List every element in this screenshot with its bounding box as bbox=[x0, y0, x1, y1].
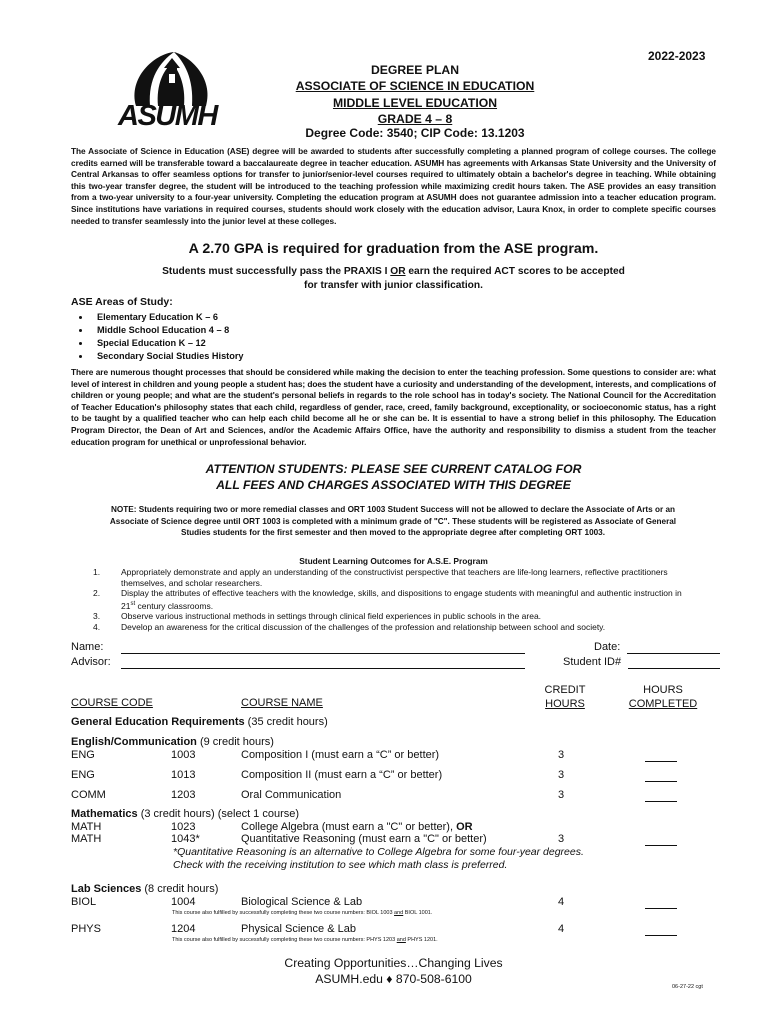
col-course-name: COURSE NAME bbox=[241, 697, 323, 709]
name-label: Name: bbox=[71, 641, 104, 653]
name-field[interactable] bbox=[121, 653, 525, 654]
lab-heading: Lab Sciences (8 credit hours) bbox=[71, 883, 219, 895]
list-item: 1. Appropriately demonstrate and apply an understanding of the constructivist perspective that teachers are life-long learners, reflective practitioners themselves, and scholar researchers. bbox=[93, 567, 668, 588]
table-row: COMM 1203 Oral Communication 3 bbox=[71, 789, 721, 803]
student-id-field[interactable] bbox=[628, 668, 720, 669]
degree-code: Degree Code: 3540; CIP Code: 13.1203 bbox=[305, 126, 525, 140]
list-item: • Middle School Education 4 – 8 bbox=[91, 324, 244, 337]
english-heading: English/Communication (9 credit hours) bbox=[71, 736, 274, 748]
col-credit-hours: CREDIT HOURS bbox=[544, 684, 586, 710]
remedial-note: NOTE: Students requiring two or more remedial classes and ORT 1003 Student Success will not be allowed to declare the Associate of Arts or an Associate of Science degree until ORT 1003 is completed with a minimum grade of "C". These students will be registered as Associate of General Studies students for the first semester and then moved to the appropriate degree after completing ORT 1003. bbox=[109, 505, 677, 538]
table-row: ENG 1003 Composition I (must earn a “C” or better) 3 bbox=[71, 749, 721, 763]
list-item: • Special Education K – 12 bbox=[91, 337, 244, 350]
table-row: BIOL 1004 Biological Science & Lab 4 This course also fulfilled by successfully completing these two course numbers: BIOL 1003 and BIOL 1001. bbox=[71, 896, 721, 920]
list-item: • Elementary Education K – 6 bbox=[91, 311, 244, 324]
col-course-code: COURSE CODE bbox=[71, 697, 153, 709]
areas-heading: ASE Areas of Study: bbox=[71, 296, 173, 308]
areas-list bbox=[71, 311, 244, 363]
table-row: MATH 1043* Quantitative Reasoning (must earn a "C" or better) 3 bbox=[71, 833, 721, 847]
footer-tagline: Creating Opportunities…Changing Lives bbox=[284, 956, 503, 970]
list-item: 2. Display the attributes of effective teachers with the knowledge, skills, and dispositions to engage students with meaningful and authentic instruction in 21st century classrooms. bbox=[93, 588, 682, 611]
gen-ed-heading: General Education Requirements (35 credit hours) bbox=[71, 716, 328, 728]
list-item: 3. Observe various instructional methods in settings through clinical field experiences in public schools in the area. bbox=[93, 611, 542, 622]
student-id-label: Student ID# bbox=[563, 656, 622, 668]
date-label: Date: bbox=[594, 641, 621, 653]
philosophy-paragraph: There are numerous thought processes that should be considered while making the decision to enter the teaching profession. Some questions to consider are: what level of interest in children and young people a student has; does the student have a curiosity and understanding of the development, interests, and complications of children or young people; and what are the student's personal beliefs in regards to the role school has in today's society. The National Council for the Accreditation of Teacher Education's philosophy states that each child, regardless of gender, race, creed, family background, exceptionality, or socioeconomic status, has a right to be taught by a qualified teacher who can help each child become all he or she can be. It is essential to have a strong belief in this philosophy. The Education Program Director, the Dean of Art and Sciences, and/or the Academic Affairs Office, have the authority and responsibility to dismiss a student from the teacher education program for unethical or unprofessional behavior. bbox=[71, 367, 716, 447]
table-row: PHYS 1204 Physical Science & Lab 4 This course also fulfilled by successfully completing these two course numbers: PHYS 1203 and PHYS 1201. bbox=[71, 923, 721, 947]
list-item: • Secondary Social Studies History bbox=[91, 350, 244, 363]
hours-completed-blank[interactable] bbox=[645, 935, 677, 936]
table-row: MATH 1023 College Algebra (must earn a "C" or better), OR bbox=[71, 821, 473, 833]
equivalency-note: This course also fulfilled by successfully completing these two course numbers: PHYS 1203 and PHYS 1201. bbox=[172, 937, 438, 943]
gpa-requirement: A 2.70 GPA is required for graduation from the ASE program. bbox=[188, 241, 599, 257]
attention-notice: ATTENTION STUDENTS: PLEASE SEE CURRENT CATALOG FOR ALL FEES AND CHARGES ASSOCIATED WITH THIS DEGREE bbox=[205, 462, 582, 492]
outcomes-heading: Student Learning Outcomes for A.S.E. Program bbox=[299, 556, 488, 566]
asumh-logo bbox=[114, 48, 226, 132]
hours-completed-blank[interactable] bbox=[645, 908, 677, 909]
footer bbox=[71, 956, 716, 987]
praxis-requirement: Students must successfully pass the PRAXIS I OR earn the required ACT scores to be accepted for transfer with junior classification. bbox=[162, 266, 625, 291]
advisor-field[interactable] bbox=[121, 668, 525, 669]
list-item: 4. Develop an awareness for the critical discussion of the challenges of the profession and relationship between school and society. bbox=[93, 621, 606, 632]
hours-completed-blank[interactable] bbox=[645, 801, 677, 802]
math-note: *Quantitative Reasoning is an alternative to College Algebra for some four-year degrees. Check with the receiving institution to see which math class is preferred. bbox=[173, 846, 584, 871]
intro-paragraph: The Associate of Science in Education (ASE) degree will be awarded to students after successfully completing a planned program of college courses. The college credits earned will be transferable toward a baccalaureate degree in teacher education. ASUMH has agreements with Arkansas State University and the University of Central Arkansas to offer seamless options for transfer to junior/senior-level courses required to ultimately obtain a bachelor's degree in teaching. While obtaining this two-year transfer degree, the student will be introduced to the teaching profession while maximizing credit hours taken. The ASE provides an easy transition from a two-year university to a four-year university. Completing the education program at ASUMH does not guarantee admission into a teacher education program. Since institutions have variations in required courses, students should work closely with the education advisor, Laura Knox, in order to complete specific courses needed to transfer seamlessly into the junior level at these colleges. bbox=[71, 146, 716, 226]
hours-completed-blank[interactable] bbox=[645, 761, 677, 762]
page-title: DEGREE PLAN ASSOCIATE OF SCIENCE IN EDUCATION MIDDLE LEVEL EDUCATION GRADE 4 – 8 bbox=[295, 63, 535, 127]
hours-completed-blank[interactable] bbox=[645, 781, 677, 782]
math-heading: Mathematics (3 credit hours) (select 1 course) bbox=[71, 808, 300, 820]
advisor-label: Advisor: bbox=[71, 656, 111, 668]
equivalency-note: This course also fulfilled by successfully completing these two course numbers: BIOL 1003 and BIOL 1001. bbox=[172, 910, 433, 916]
table-row: ENG 1013 Composition II (must earn a “C” or better) 3 bbox=[71, 769, 721, 783]
outcomes-list bbox=[93, 567, 693, 632]
date-field[interactable] bbox=[627, 653, 720, 654]
col-hours-completed: HOURS COMPLETED bbox=[628, 684, 698, 710]
plan-year: 2022-2023 bbox=[648, 49, 706, 63]
logo-wordmark: ASUMH bbox=[118, 100, 217, 132]
hours-completed-blank[interactable] bbox=[645, 845, 677, 846]
footer-contact: ASUMH.edu ♦ 870-508-6100 bbox=[315, 971, 472, 986]
revision-code: 06-27-22 cgt bbox=[672, 984, 703, 990]
